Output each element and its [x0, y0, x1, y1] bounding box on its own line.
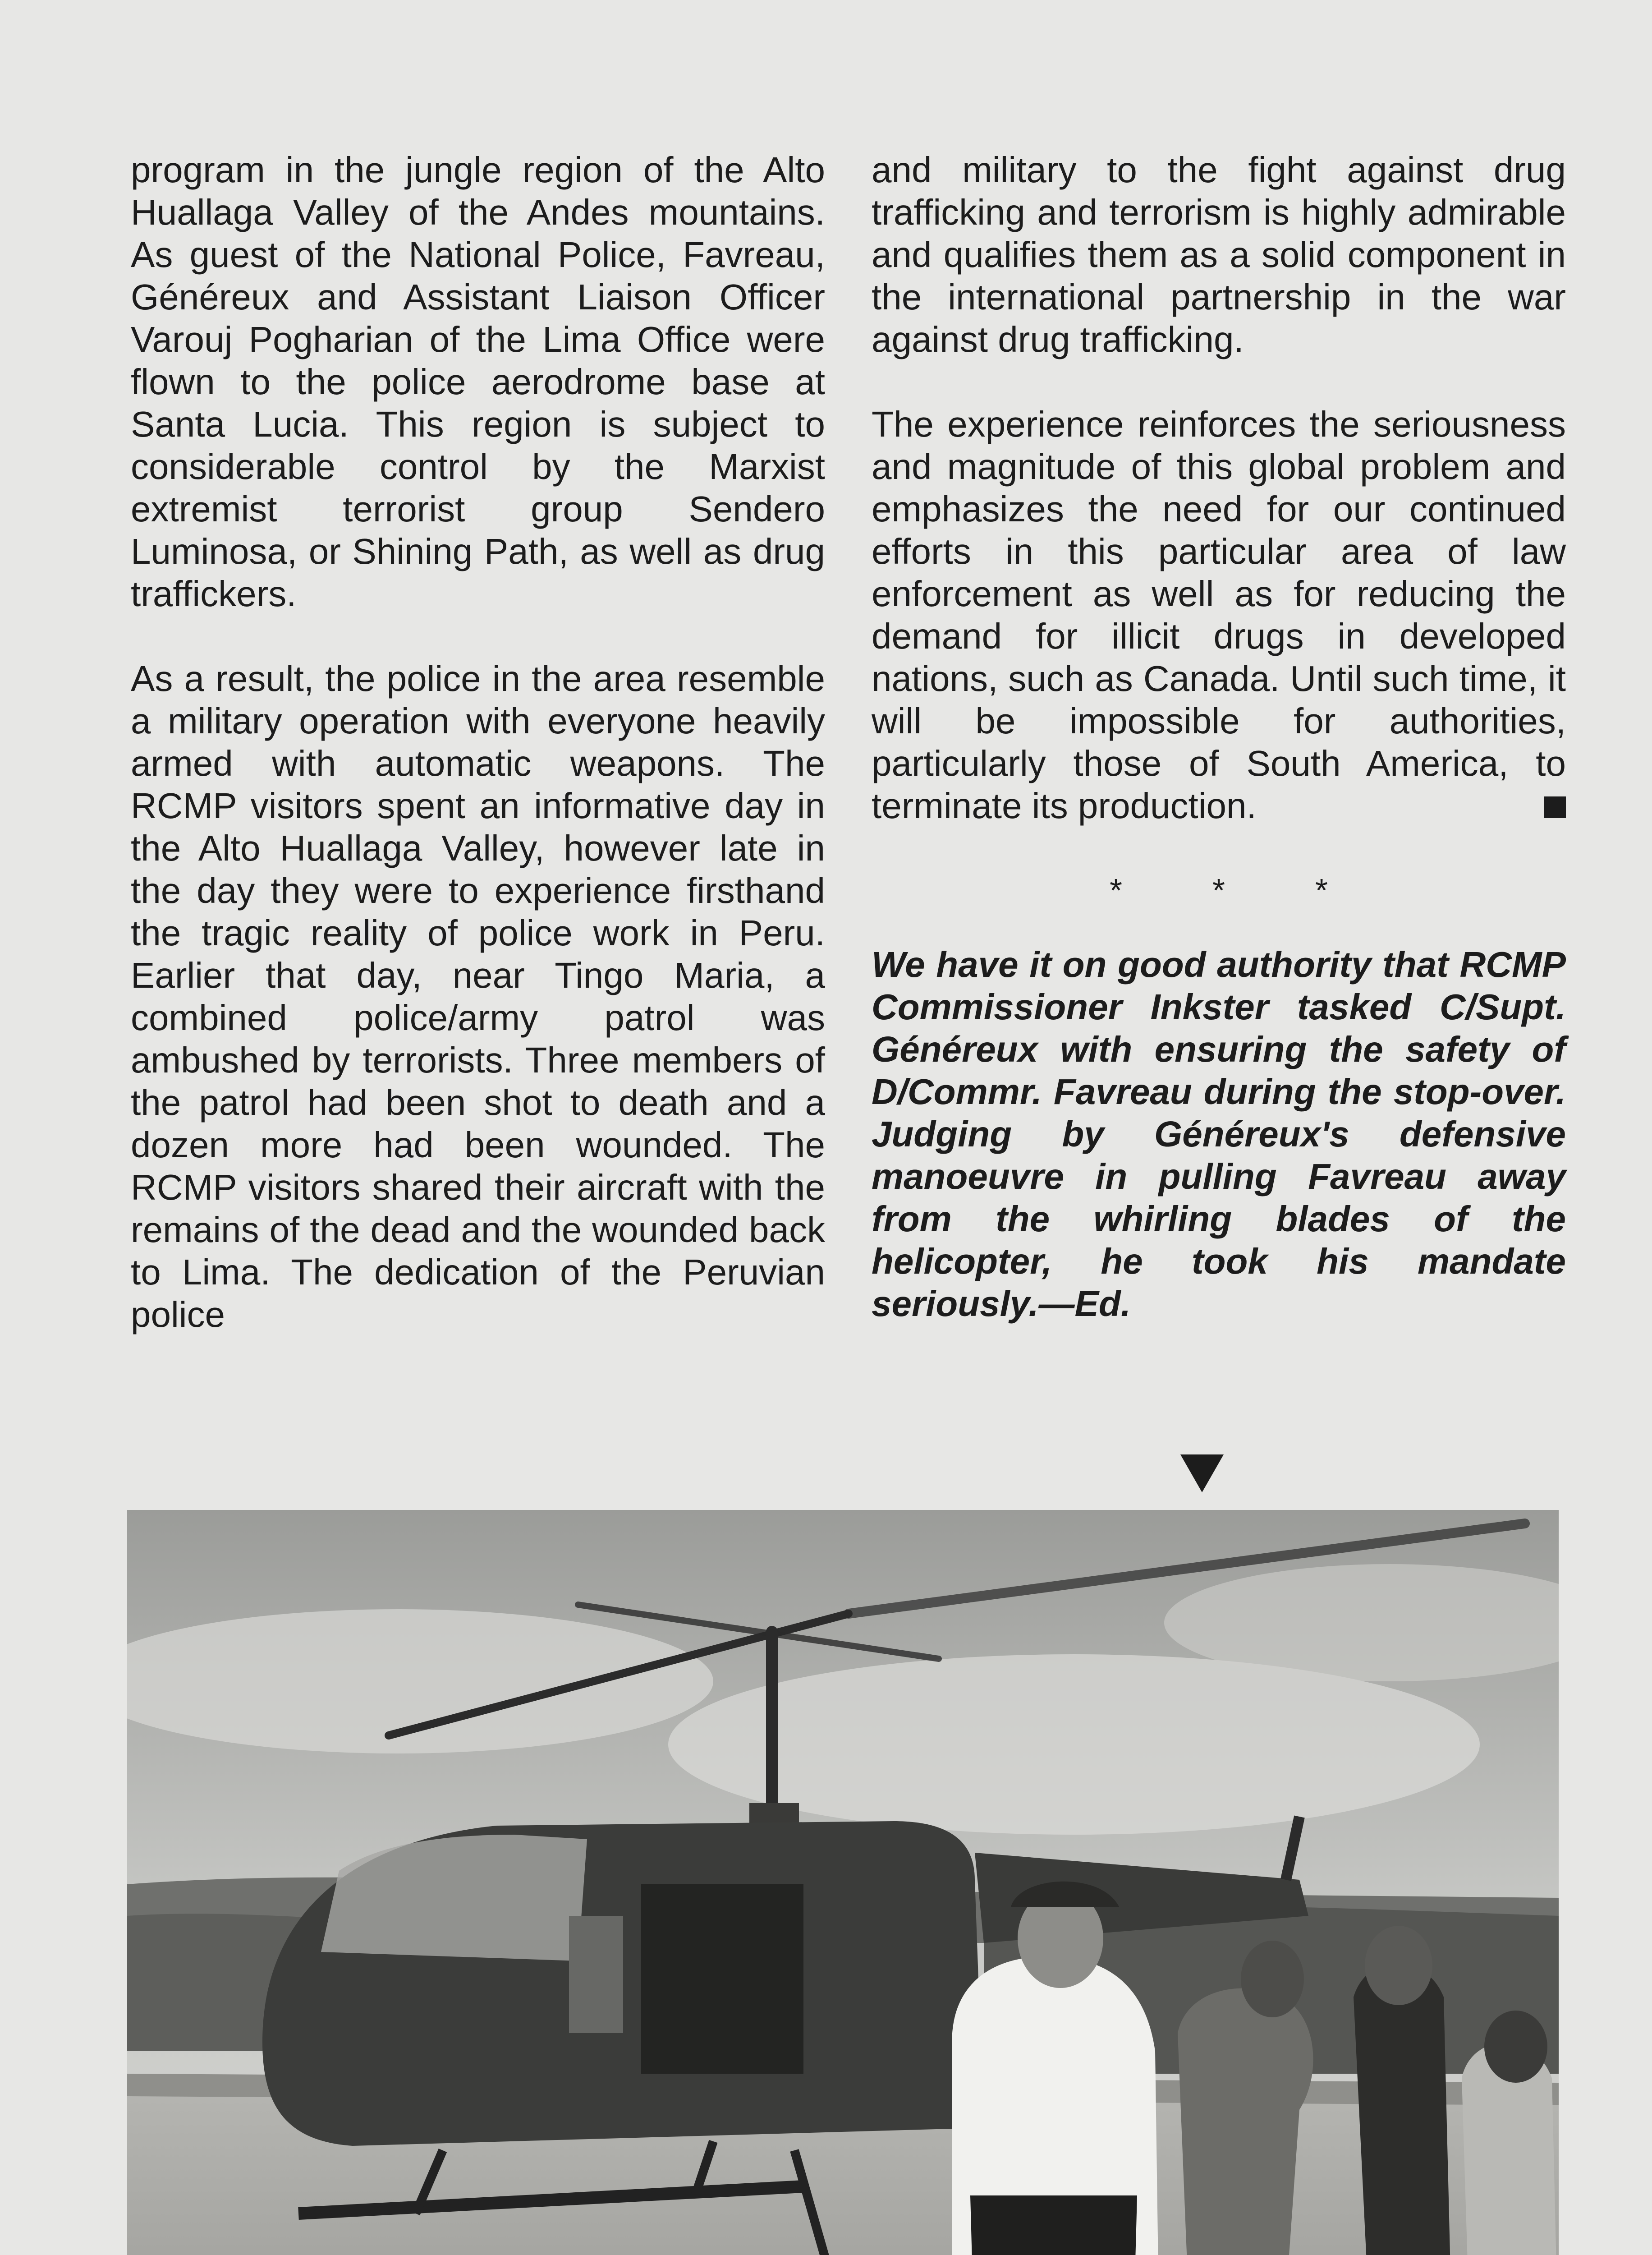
- down-triangle-icon: [1180, 1454, 1224, 1492]
- editor-note: We have it on good authority that RCMP Commissioner Inkster tasked C/Supt. Généreux with ensuring the safety of D/Commr. Favreau during the stop-over. Judging by Généreux's defensive manoeuvre in pulling Favreau away from the whirling blades of the helicopter, he took his mandate seriously.—Ed.: [872, 944, 1566, 1324]
- left-paragraph-1: program in the jungle region of the Alto Huallaga Valley of the Andes mountains. As guest of the National Police, Favreau, Généreux and Assistant Liaison Officer Varouj Pogharian of the Lima Office were flown to the police aerodrome base at Santa Lucia. This region is subject to considerable control by the Marxist extremist terrorist group Sendero Luminosa, or Shining Path, as well as drug traffickers.: [131, 150, 825, 614]
- left-paragraph-2: As a result, the police in the area resemble a military operation with everyone heavily armed with automatic weapons. The RCMP visitors spent an informative day in the Alto Huallaga Valley, however late in the day they were to experience firsthand the tragic reality of police work in Peru. Earlier that day, near Tingo Maria, a combined police/army patrol was ambushed by terrorists. Three members of the patrol had been shot to death and a dozen more had been wounded. The RCMP visitors shared their aircraft with the remains of the dead and the wounded back to Lima. The dedication of the Peruvian police: [131, 658, 825, 1335]
- end-of-article-mark: [1544, 796, 1566, 818]
- right-paragraph-1: and military to the fight against drug trafficking and terrorism is highly admirable and qualifies them as a solid component in the international partnership in the war against drug trafficking.: [872, 150, 1566, 359]
- right-text-column: [872, 149, 1566, 1367]
- helicopter-photo: [127, 1510, 1559, 2255]
- right-paragraph-2: [872, 403, 1566, 827]
- left-text-column: [131, 149, 825, 1378]
- right-paragraph-2-text: The experience reinforces the seriousness and magnitude of this global problem and emphasizes the need for our continued efforts in this particular area of law enforcement as well as for reducing the demand for illicit drugs in developed nations, such as Canada. Until such time, it will be impossible for authorities, particularly those of South America, to terminate its production.: [872, 404, 1566, 826]
- section-separator: * * *: [1109, 873, 1369, 909]
